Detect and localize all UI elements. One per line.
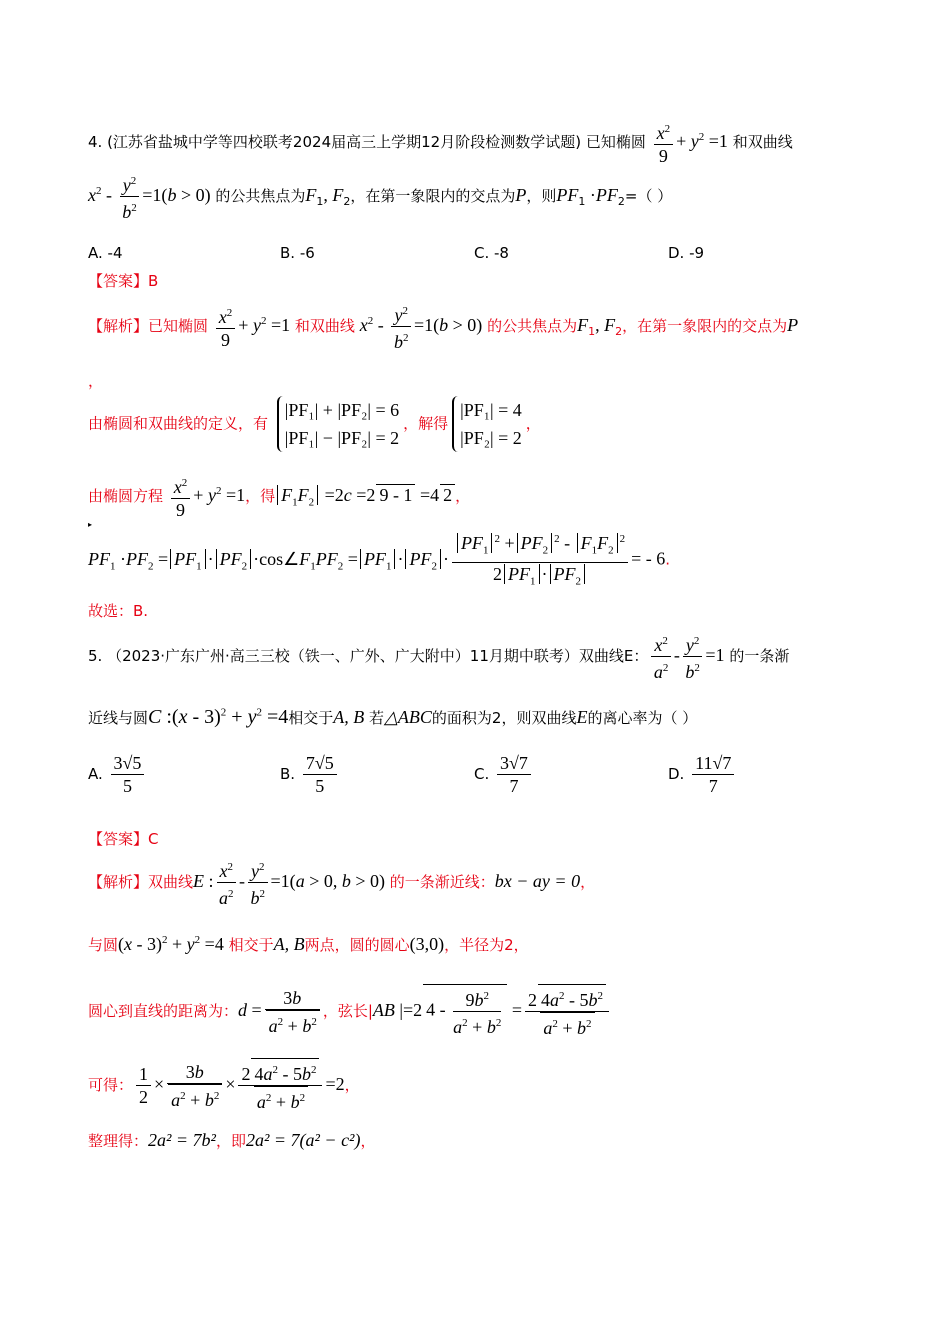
- q4-answer: 【答案】B: [88, 272, 159, 290]
- q4-stem-mid1: 和双曲线: [732, 133, 793, 151]
- q5-stem-c: 若: [369, 709, 385, 727]
- q5-stem-d: 的面积为2，则双曲线: [431, 709, 577, 727]
- q4-final-choice: 故选：B.: [88, 602, 149, 620]
- q5-simplify-text: 整理得：: [88, 1132, 149, 1150]
- q4-analysis-label: 【解析】已知椭圆: [88, 317, 209, 335]
- q5-option-b[interactable]: [280, 752, 340, 797]
- q5-analysis-label: 【解析】双曲线: [88, 873, 194, 891]
- q4-analysis-mid2: 的公共焦点为: [487, 317, 578, 335]
- q4-stem-mid3: ，在第一象限内的交点为: [350, 187, 516, 205]
- q5-distance-line: 圆心到直线的距离为：d = $\frac{3b}{a^2 + b^2}$ ，弦长|AB |=2 4 - $\frac{9b^2}{a^2 + b^2}$ = $\frac{2 4a^2 - 5b^2}{a^2 + b^2}$: [88, 984, 612, 1039]
- q4-system2-eq1: |PF₁| = 4: [460, 400, 522, 420]
- bullet-dot: ▸: [88, 520, 93, 529]
- q5-stem-a: 近线与圆: [88, 709, 149, 727]
- q4-analysis-mid1: 和双曲线: [294, 317, 355, 335]
- q5-stem-b: 相交于: [288, 709, 334, 727]
- q4-def-text: 由椭圆和双曲线的定义，有: [88, 414, 269, 433]
- q5-option-c-label: C.: [474, 765, 490, 783]
- q5-option-a-label: A.: [88, 765, 103, 783]
- q5-stem-line2: 近线与圆C :(x - $3)^2 + y^2 =4$相交于A, B 若△ABC的面积为2，则双曲线E的离心率为（ ）: [88, 706, 698, 728]
- q4-option-c[interactable]: C. -8: [474, 244, 509, 262]
- q4-de-text: ，得: [245, 487, 276, 505]
- q5-option-d[interactable]: [668, 752, 737, 797]
- q5-dist-text: 圆心到直线的距离为：: [88, 1002, 239, 1020]
- q5-option-d-label: D.: [668, 765, 685, 783]
- q4-ellipse-eq-line: 由椭圆方程 $\frac{x^2}{9}$ + $y^2 =1$，得 $F_1F_2 =2c =2$ 9 - 1 =4 2 ，: [88, 472, 470, 521]
- q5-simplify-eq: 2a² = 7b²: [148, 1130, 216, 1150]
- q4-eq-text: 由椭圆方程: [88, 487, 164, 505]
- q4-system1-eq2: |PF₁| − |PF₂| = 2: [284, 428, 400, 448]
- q5-option-d-num: 11√7: [692, 752, 734, 775]
- q5-chord-text: ，弦长|: [322, 1002, 373, 1020]
- q4-analysis-line1: 【解析】已知椭圆 $\frac{x^2}{9}$ + $y^2 =1$ 和双曲线 $x^2$ - $\frac{y^2}{b^2}$ =1(b > 0) 的公共焦点为$F_1$, $F_2$，在第一象限内的交点为P: [88, 300, 798, 353]
- q5-stem-e: E：: [623, 647, 649, 665]
- q5-circle-text: 与圆: [88, 936, 119, 954]
- q5-circle-mid2: 两点，圆的圆心: [304, 936, 410, 954]
- q5-get-line: 可得： $\frac{1}{2}$ × $\frac{3b}{a^2 + b^2}$ × $\frac{2 4a^2 - 5b^2}{a^2 + b^2}$ =2，: [88, 1058, 360, 1113]
- q4-definition-line: 由椭圆和双曲线的定义，有 |PF₁| + |PF₂| = 6 |PF₁| − |PF₂| = 2 ，解得 |PF₁| = 4 |PF₂| = 2 ，: [88, 396, 541, 452]
- q5-answer: 【答案】C: [88, 830, 159, 848]
- q4-system2-eq2: |PF₂| = 2: [460, 428, 522, 448]
- q5-stem-end1: 的一条渐: [729, 647, 790, 665]
- q4-stem-end: =（ ）: [624, 187, 673, 205]
- q5-stem-prefix: 5. （2023·广东广州·高三三校（铁一、广外、广大附中）11月期中联考）双曲线: [88, 647, 624, 665]
- q4-stem-line2: $x^2$ - $\frac{y^2}{b^2}$ =1(b > 0) 的公共焦点为$F_1$, $F_2$，在第一象限内的交点为P，则$PF_1 \cdot PF_2=$（ ）: [88, 170, 672, 223]
- q5-simplify-eq2: 2a² = 7(a² − c²): [245, 1130, 361, 1150]
- q4-analysis-comma: ，: [88, 372, 104, 390]
- q5-option-c[interactable]: [474, 752, 534, 797]
- q5-option-d-den: 7: [708, 776, 718, 796]
- q5-option-c-den: 7: [509, 776, 519, 796]
- q4-system1-eq1: |PF₁| + |PF₂| = 6: [284, 400, 400, 420]
- q5-option-a[interactable]: [88, 752, 147, 797]
- q5-option-c-num: 3√7: [497, 752, 531, 775]
- q5-analysis-mid1: 的一条渐近线：: [389, 873, 495, 891]
- q5-simplify-mid: ，即: [215, 1132, 246, 1150]
- q5-asymptote: bx − ay = 0: [494, 871, 581, 891]
- q5-option-a-num: 3√5: [111, 752, 145, 775]
- q5-stem-e2: 的离心率为（ ）: [587, 709, 698, 727]
- q5-option-b-num: 7√5: [303, 752, 337, 775]
- q5-circle-mid: 相交于: [228, 936, 274, 954]
- q5-analysis-line1: 【解析】双曲线E : $\frac{x^2}{a^2}$ - $\frac{y^2}{b^2}$ =1(a > 0, b > 0) 的一条渐近线：bx − ay = 0，: [88, 856, 595, 909]
- q5-center: (3,0): [409, 934, 445, 954]
- q5-option-a-den: 5: [122, 776, 132, 796]
- q5-radius-text: ，半径为2，: [444, 936, 529, 954]
- q5-circle-line: 与圆$(x - 3)^2 + y^2 =4$ 相交于A, B两点，圆的圆心(3,0)，半径为2，: [88, 934, 529, 954]
- q4-stem-mid4: ，则: [526, 187, 557, 205]
- q4-stem-line1: 4. (江苏省盐城中学等四校联考2024届高三上学期12月阶段检测数学试题) 已知椭圆 $\frac{x^2}{9}$ + $y^2 =1$ 和双曲线: [88, 118, 793, 167]
- q4-solve-text: ，解得: [403, 414, 449, 433]
- q5-option-b-den: 5: [315, 776, 325, 796]
- q5-simplify-line: 整理得：2a² = 7b²，即2a² = 7(a² − c²)，: [88, 1130, 376, 1150]
- ellipse-frac: $\frac{x^2}{9}$: [654, 118, 674, 167]
- q4-stem-prefix: 4. (江苏省盐城中学等四校联考2024届高三上学期12月阶段检测数学试题) 已知椭圆: [88, 133, 646, 151]
- q4-stem-mid2: 的公共焦点为: [215, 187, 306, 205]
- q4-option-b[interactable]: B. -6: [280, 244, 315, 262]
- q5-stem-line1: 5. （2023·广东广州·高三三校（铁一、广外、广大附中）11月期中联考）双曲线E： $\frac{x^2}{a^2}$ - $\frac{y^2}{b^2}$ =1 的一条渐: [88, 630, 789, 683]
- q5-get-text: 可得：: [88, 1076, 134, 1094]
- q4-option-a[interactable]: A. -4: [88, 244, 123, 262]
- q5-option-b-label: B.: [280, 765, 296, 783]
- q4-option-d[interactable]: D. -9: [668, 244, 705, 262]
- q4-analysis-mid3: ，在第一象限内的交点为: [622, 317, 788, 335]
- q4-dot-product-line: $PF_1 \cdot PF_2 = PF_1 \cdot PF_2$ $\cdot\cos\angle F_1PF_2 = PF_1 \cdot PF_2$ · $\frac{PF_1^2 + PF_2^2 - F_1F_2^2}{2 PF_1 \cdot PF_2}$ = - 6.: [88, 528, 670, 592]
